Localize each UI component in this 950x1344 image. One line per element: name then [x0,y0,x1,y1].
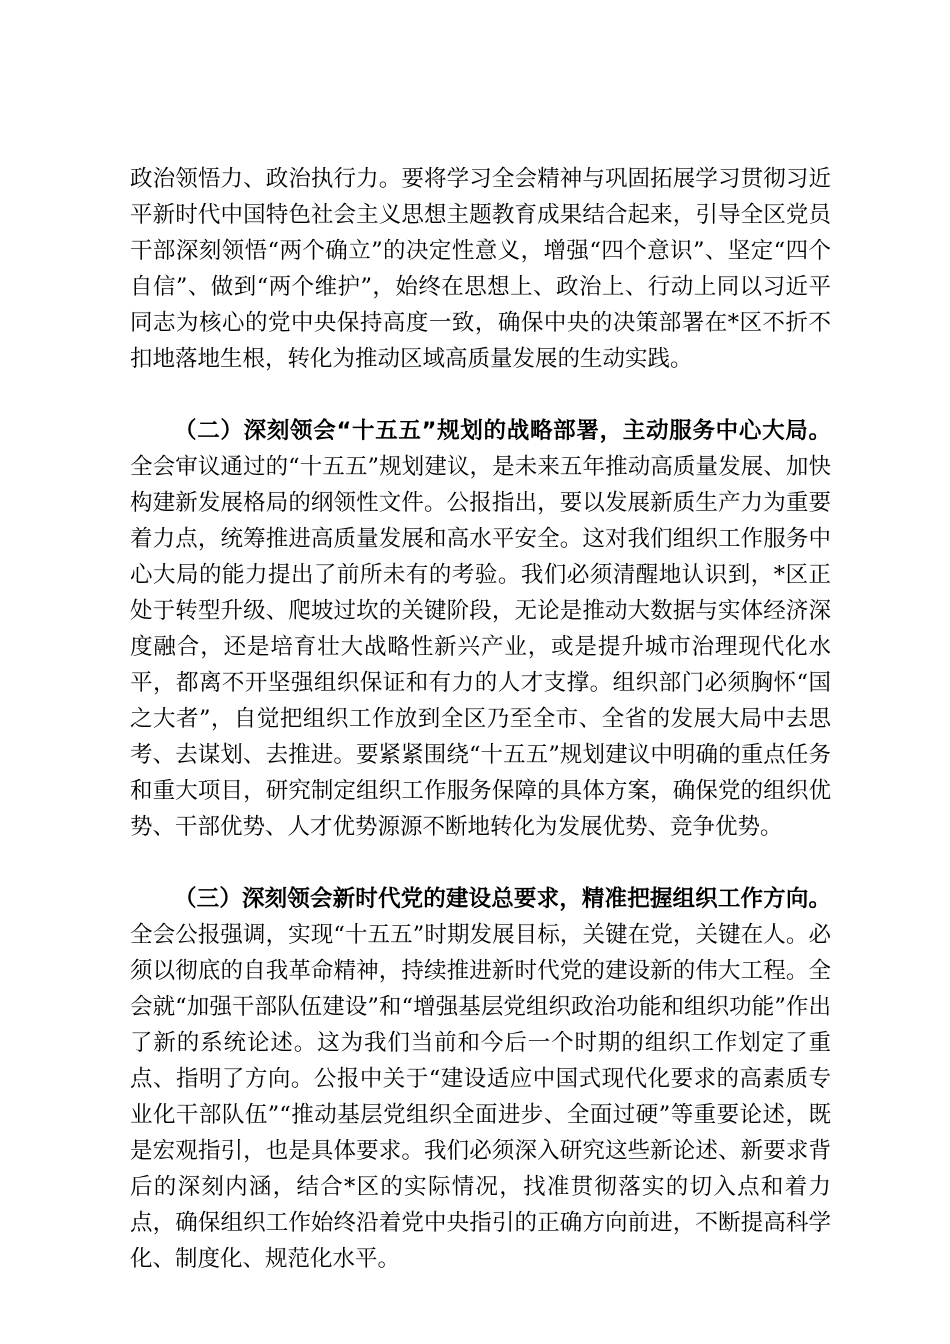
section-heading: （三）深刻领会新时代党的建设总要求，精准把握组织工作方向。 [174,886,831,912]
paragraph-section-two [130,413,831,845]
paragraph-body: 政治领悟力、政治执行力。要将学习全会精神与巩固拓展学习贯彻习近平新时代中国特色社会主义思想主题教育成果结合起来，引导全区党员干部深刻领悟“两个确立”的决定性意义，增强“四个意识”、坚定“四个自信”、做到“两个维护”，始终在思想上、政治上、行动上同以习近平同志为核心的党中央保持高度一致，确保中央的决策部署在*区不折不扣地落地生根，转化为推动区域高质量发展的生动实践。 [130,166,831,372]
paragraph-body: 全会公报强调，实现“十五五”时期发展目标，关键在党，关键在人。必须以彻底的自我革命精神，持续推进新时代党的建设新的伟大工程。全会就“加强干部队伍建设”和“增强基层党组织政治功能和组织功能”作出了新的系统论述。这为我们当前和今后一个时期的组织工作划定了重点、指明了方向。公报中关于“建设适应中国式现代化要求的高素质专业化干部队伍”“推动基层党组织全面进步、全面过硬”等重要论述，既是宏观指引，也是具体要求。我们必须深入研究这些新论述、新要求背后的深刻内涵，结合*区的实际情况，找准贯彻落实的切入点和着力点，确保组织工作始终沿着党中央指引的正确方向前进，不断提高科学化、制度化、规范化水平。 [130,922,831,1272]
paragraph-body: 全会审议通过的“十五五”规划建议，是未来五年推动高质量发展、加快构建新发展格局的纲领性文件。公报指出，要以发展新质生产力为重要着力点，统筹推进高质量发展和高水平安全。这对我们组织工作服务中心大局的能力提出了前所未有的考验。我们必须清醒地认识到，*区正处于转型升级、爬坡过坎的关键阶段，无论是推动大数据与实体经济深度融合，还是培育壮大战略性新兴产业，或是提升城市治理现代化水平，都离不开坚强组织保证和有力的人才支撑。组织部门必须胸怀“国之大者”，自觉把组织工作放到全区乃至全市、全省的发展大局中去思考、去谋划、去推进。要紧紧围绕“十五五”规划建议中明确的重点任务和重大项目，研究制定组织工作服务保障的具体方案，确保党的组织优势、干部优势、人才优势源源不断地转化为发展优势、竞争优势。 [130,454,831,840]
section-heading: （二）深刻领会“十五五”规划的战略部署，主动服务中心大局。 [174,418,831,444]
paragraph-section-three [130,881,831,1277]
paragraph-continued [130,161,831,377]
document-page [130,161,831,1277]
